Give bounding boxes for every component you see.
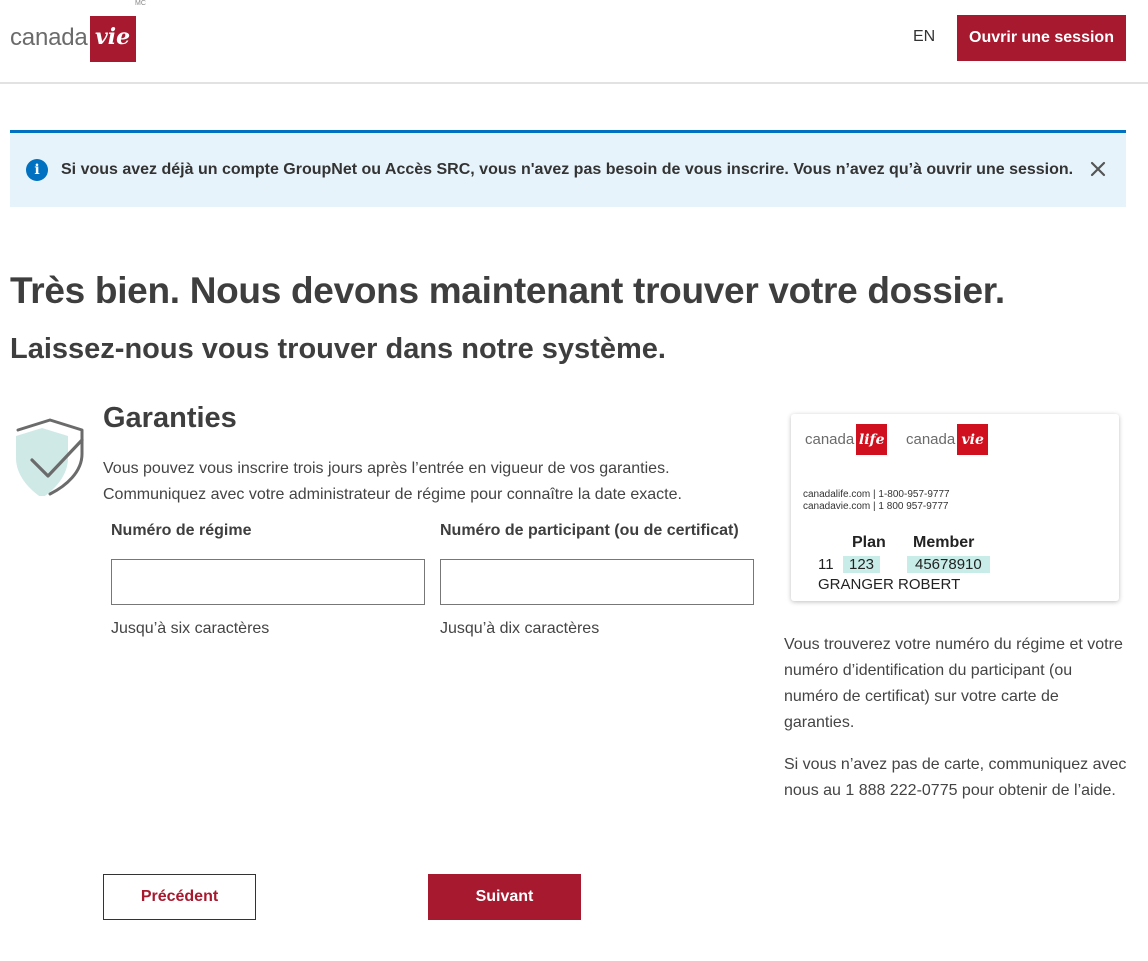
next-button[interactable]: Suivant: [428, 874, 581, 920]
info-alert: [10, 130, 1126, 207]
card-plan-header: Plan: [852, 534, 886, 551]
benefits-card-illustration: [791, 414, 1119, 601]
plan-number-input[interactable]: [111, 559, 425, 605]
canada-vie-card-logo: [906, 424, 988, 455]
alert-message: Si vous avez déjà un compte GroupNet ou Accès SRC, vous n'avez pas besoin de vous inscrire. Vous n’avez qu’à ouvrir une session.: [61, 161, 1074, 178]
info-icon: i: [26, 159, 48, 181]
close-icon[interactable]: [1086, 157, 1110, 181]
card-member-value: 45678910: [907, 556, 990, 573]
plan-number-label: Numéro de régime: [111, 522, 252, 539]
logo-text: canada: [10, 24, 88, 51]
page-title: Très bien. Nous devons maintenant trouver votre dossier.: [10, 270, 1005, 311]
shield-check-icon: [10, 416, 90, 496]
language-toggle[interactable]: EN: [913, 28, 936, 45]
page-subtitle: Laissez-nous vous trouver dans notre système.: [10, 333, 666, 365]
card-holder-name: GRANGER ROBERT: [818, 576, 961, 593]
card-member-header: Member: [913, 534, 975, 551]
card-number-prefix: 11: [818, 556, 834, 573]
canada-vie-logo[interactable]: [10, 14, 136, 62]
logo-mark: [90, 16, 136, 62]
section-title: Garanties: [103, 402, 237, 434]
card-logo-2-mark: [957, 424, 988, 455]
logo-trademark: MC: [135, 0, 146, 7]
section-description-line-1: Vous pouvez vous inscrire trois jours après l’entrée en vigueur de vos garanties.: [103, 460, 670, 477]
card-logo-1-mark: [856, 424, 887, 455]
section-description: [103, 456, 763, 508]
card-logo-2-text: canada: [906, 431, 956, 448]
card-logo-2-mark-text: vie: [961, 431, 984, 448]
previous-button[interactable]: Précédent: [103, 874, 256, 920]
member-number-label: Numéro de participant (ou de certificat): [440, 522, 739, 539]
card-logo-1-mark-text: life: [858, 431, 885, 448]
member-number-hint: Jusqu’à dix caractères: [440, 620, 600, 637]
help-text-contact: Si vous n’avez pas de carte, communiquez avec nous au 1 888 222-0775 pour obtenir de l’aide.: [784, 756, 1127, 799]
card-logo-1-text: canada: [805, 431, 855, 448]
card-plan-value: 123: [843, 556, 880, 573]
card-contact-line-1: canadalife.com | 1-800-957-9777: [803, 489, 950, 500]
help-text-card: Vous trouverez votre numéro du régime et votre numéro d’identification du participant (ou numéro de certificat) sur votre carte de garanties.: [784, 636, 1123, 731]
plan-number-hint: Jusqu’à six caractères: [111, 620, 270, 637]
site-header: [0, 0, 1148, 84]
canada-life-logo: [805, 424, 887, 455]
section-description-line-2: Communiquez avec votre administrateur de régime pour connaître la date exacte.: [103, 486, 682, 503]
card-contact-info: [803, 489, 950, 513]
logo-mark-text: vie: [94, 24, 131, 50]
login-button[interactable]: Ouvrir une session: [957, 15, 1126, 61]
member-number-input[interactable]: [440, 559, 754, 605]
card-contact-line-2: canadavie.com | 1 800 957-9777: [803, 501, 949, 512]
